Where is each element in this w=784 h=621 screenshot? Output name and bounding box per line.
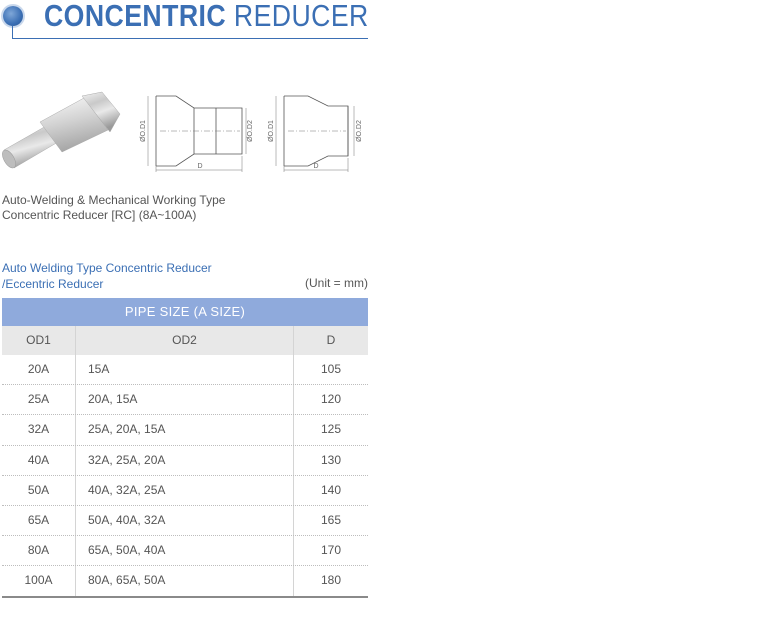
- cell-od2: 20A, 15A: [76, 385, 294, 414]
- cell-d: 130: [320, 452, 342, 467]
- label-od1: ØO.D1: [268, 120, 275, 142]
- cell-od2: 65A, 50A, 40A: [76, 536, 294, 565]
- cell-d: 105: [320, 362, 342, 376]
- label-od2: ØO.D2: [356, 120, 363, 142]
- section-title: [2, 260, 212, 292]
- label-d: D: [313, 163, 319, 170]
- column-header-od2: OD2: [76, 326, 294, 355]
- cell-d: 170: [320, 543, 342, 558]
- title-light: REDUCER: [233, 0, 369, 33]
- drawing-concentric: [140, 92, 252, 172]
- caption-line: Auto-Welding & Mechanical Working Type: [2, 193, 226, 207]
- label-od1: ØO.D1: [140, 120, 147, 142]
- column-header-row: [2, 326, 368, 355]
- cell-od1: 65A: [2, 506, 76, 535]
- cell-od1: 20A: [2, 355, 76, 384]
- table-row: [2, 475, 368, 505]
- cell-od1: 32A: [2, 415, 76, 444]
- cell-od2: 40A, 32A, 25A: [76, 476, 294, 505]
- label-d: D: [197, 163, 203, 170]
- table-row: [2, 505, 368, 535]
- cell-d: 180: [320, 573, 342, 588]
- table-title: PIPE SIZE (A SIZE): [2, 298, 368, 326]
- pipe-size-table: [2, 298, 368, 598]
- cell-d: 140: [320, 482, 342, 497]
- reducer-photo: [0, 92, 120, 172]
- cell-d: 165: [320, 512, 342, 527]
- column-header-d: D: [326, 333, 336, 347]
- caption-line: Concentric Reducer [RC] (8A~100A): [2, 208, 197, 222]
- cell-od1: 40A: [2, 446, 76, 475]
- table-body: [2, 355, 368, 596]
- table-row: [2, 535, 368, 565]
- table-row: [2, 445, 368, 475]
- cell-d: 125: [320, 422, 342, 437]
- table-row: [2, 384, 368, 414]
- cell-od2: 80A, 65A, 50A: [76, 566, 294, 595]
- cell-od2: 15A: [76, 355, 294, 384]
- cell-od1: 80A: [2, 536, 76, 565]
- cell-od1: 25A: [2, 385, 76, 414]
- cell-od2: 25A, 20A, 15A: [76, 415, 294, 444]
- title-bullet-icon: [3, 6, 23, 26]
- table-row: [2, 355, 368, 384]
- column-header-od1: OD1: [2, 326, 76, 355]
- cell-od2: 32A, 25A, 20A: [76, 446, 294, 475]
- cell-od2: 50A, 40A, 32A: [76, 506, 294, 535]
- page-title: [44, 0, 369, 34]
- table-row: [2, 565, 368, 595]
- title-strong: CONCENTRIC: [44, 0, 227, 33]
- title-rule-horizontal: [12, 38, 368, 39]
- figure-caption: [2, 193, 225, 223]
- table-row: [2, 414, 368, 444]
- drawing-eccentric: [264, 92, 372, 172]
- section-title-line: Auto Welding Type Concentric Reducer: [2, 261, 212, 275]
- cell-od1: 100A: [2, 566, 76, 595]
- label-od2: ØO.D2: [247, 120, 254, 142]
- unit-note: (Unit = mm): [305, 276, 368, 290]
- cell-d: 120: [320, 392, 342, 407]
- section-title-line: /Eccentric Reducer: [2, 277, 104, 291]
- cell-od1: 50A: [2, 476, 76, 505]
